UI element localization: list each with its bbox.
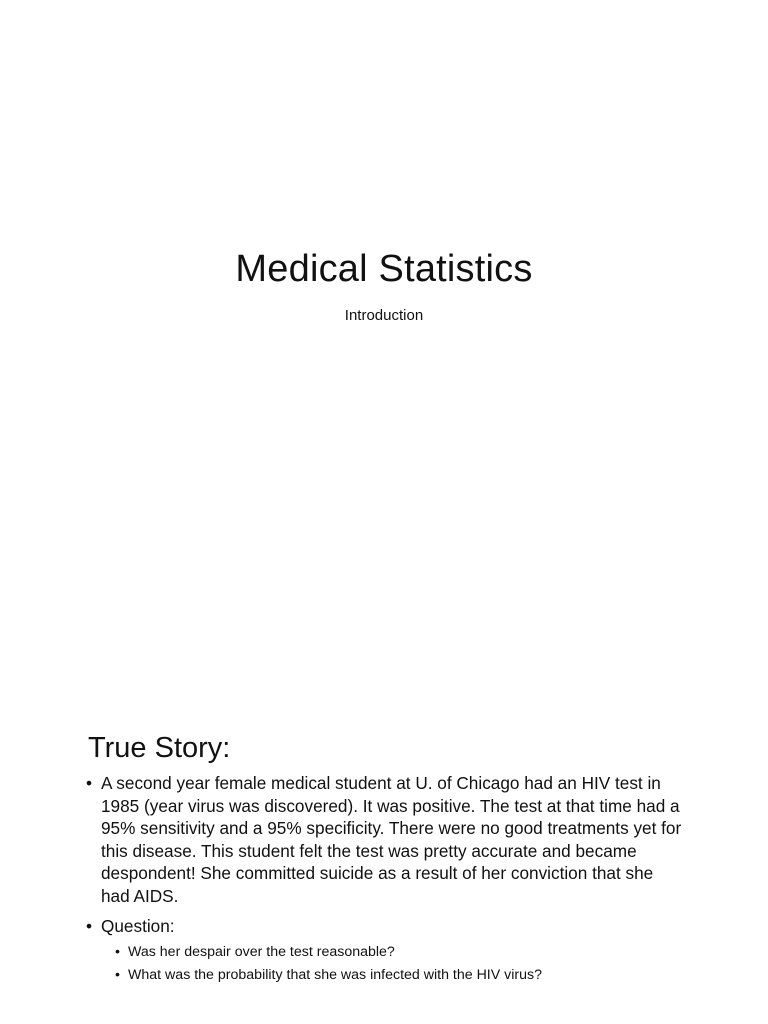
slide-true-story	[0, 716, 768, 1024]
slide-subtitle: Introduction	[344, 307, 424, 324]
story-bullet-list	[86, 772, 686, 995]
bullet-icon: •	[86, 916, 93, 936]
slide-true-story-heading: True Story:	[88, 732, 231, 764]
question-subbullet	[115, 941, 686, 964]
story-bullet-text: A second year female medical student at U. of Chicago had an HIV test in 1985 (year virus was discovered). It was positive. The test at that time had a 95% sensitivity and a 95% specificity. There were no good treatments yet for this disease. This student felt the test was pretty accurate and became despondent! She committed suicide as a result of her conviction that she had AIDS.	[101, 773, 682, 906]
question-subbullet	[115, 964, 686, 987]
slide-title-heading: Medical Statistics	[235, 248, 533, 290]
bullet-icon: •	[86, 773, 93, 793]
question-subbullet-text: Was her despair over the test reasonable?	[128, 943, 395, 960]
bullet-icon: •	[115, 966, 120, 983]
question-bullet	[86, 915, 686, 987]
bullet-icon: •	[115, 943, 120, 960]
question-bullet-text: Question:	[101, 916, 175, 936]
question-subbullet-text: What was the probability that she was infected with the HIV virus?	[128, 966, 543, 983]
question-subbullet-list	[101, 941, 686, 987]
story-bullet	[86, 772, 686, 907]
